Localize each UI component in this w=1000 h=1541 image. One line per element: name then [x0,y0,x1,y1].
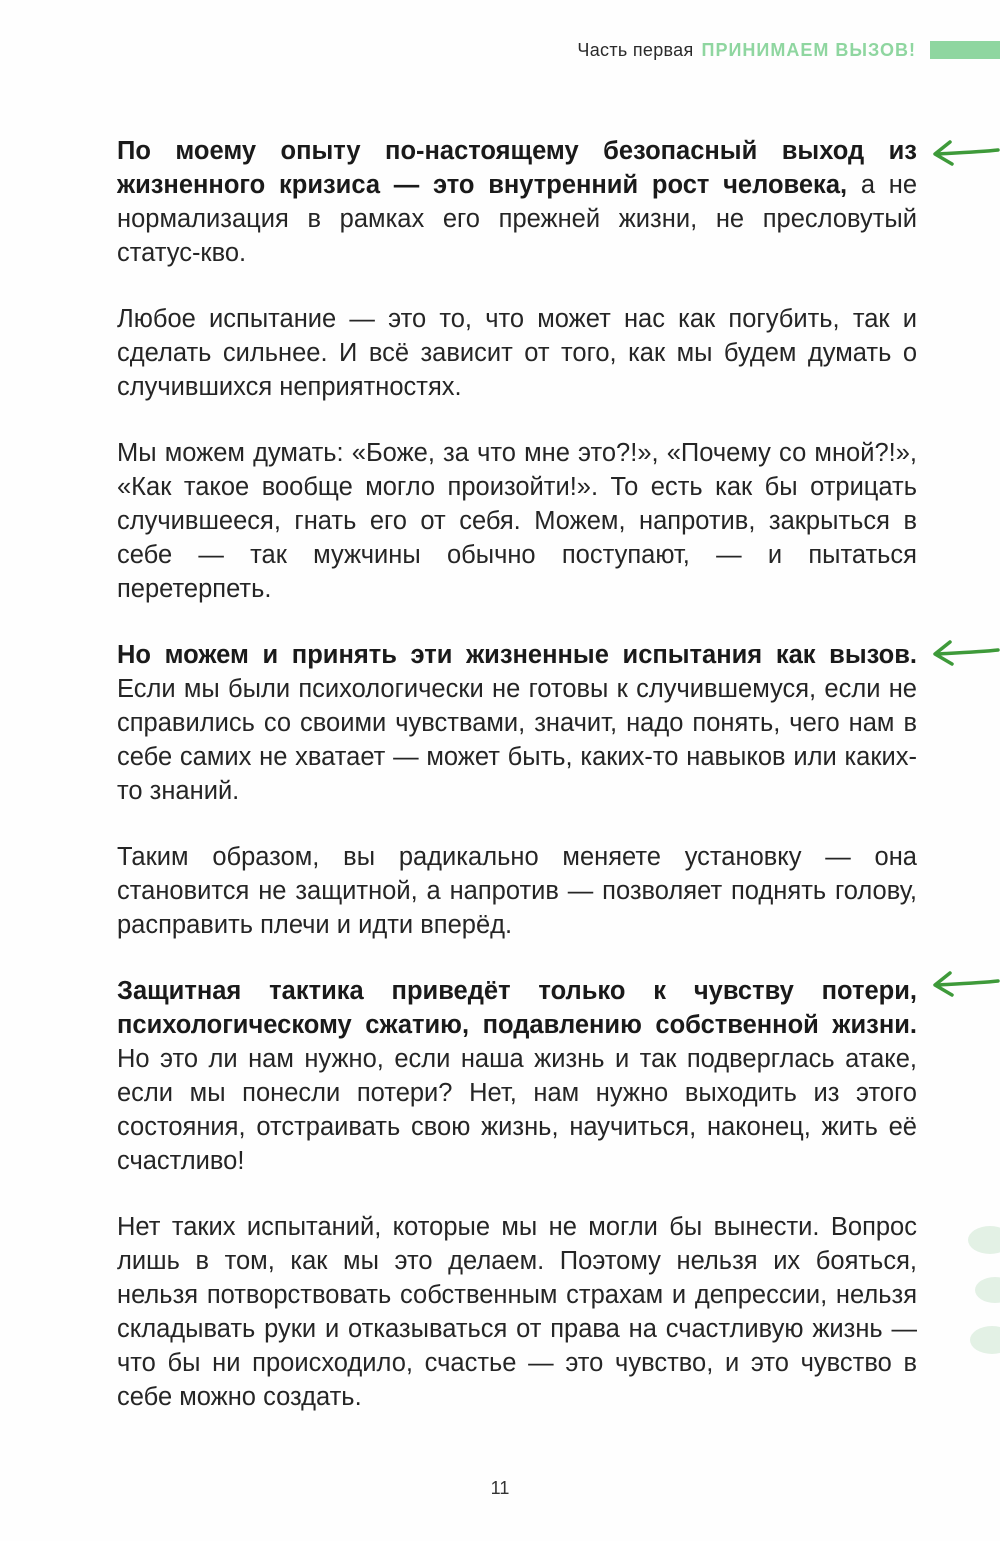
paragraph [117,638,917,808]
paragraph [117,134,917,270]
paragraph-bold-lead: Но можем и принять эти жизненные испытания как вызов. [117,641,917,669]
paragraph-text: Любое испытание — это то, что может нас как погубить, так и сделать сильнее. И всё зависит от того, как мы будем думать о случившихся неприятностях. [117,305,917,401]
page-number: 11 [490,1478,510,1498]
paragraph [117,302,917,404]
header-part: Часть первая [577,39,694,60]
paragraph-text: Мы можем думать: «Боже, за что мне это?!», «Почему со мной?!», «Как такое вообще могло произойти!». То есть как бы отрицать случившееся, гнать его от себя. Можем, напротив, закрыться в себе — так мужчины обычно поступают, — и пытаться перетерпеть. [117,439,917,603]
paragraph-text: Если мы были психологически не готовы к случившемуся, если не справились со своими чувствами, значит, надо понять, чего нам в себе самих не хватает — может быть, каких-то навыков или каких-то знаний. [117,675,917,805]
paragraph [117,436,917,606]
paragraph [117,1210,917,1414]
paragraph-text: Нет таких испытаний, которые мы не могли бы вынести. Вопрос лишь в том, как мы это делаем. Поэтому нельзя их бояться, нельзя потворствовать собственным страхам и депрессии, нельзя складывать руки и отказываться от права на счастливую жизнь — что бы ни происходило, счастье — это чувство, и это чувство в себе можно создать. [117,1213,917,1411]
paragraph-text: Таким образом, вы радикально меняете установку — она становится не защитной, а напротив — позволяет поднять голову, расправить плечи и идти вперёд. [117,843,917,939]
paragraph [117,840,917,942]
page-body [117,134,917,1446]
running-header [577,36,1000,64]
margin-arrow-icon [930,638,1000,668]
margin-arrow-icon [930,138,1000,168]
margin-arrow-icon [930,969,1000,999]
header-chapter-title: ПРИНИМАЕМ ВЫЗОВ! [701,39,916,60]
paragraph-text: а не нормализация в рамках его прежней жизни, не пресловутый статус-кво. [117,171,917,267]
decorative-leaf-icon [950,1210,1000,1370]
paragraph-bold-lead: По моему опыту по-настоящему безопасный выход из жизненного кризиса — это внутренний рост человека, [117,137,917,199]
paragraph-bold-lead: Защитная тактика приведёт только к чувству потери, психологическому сжатию, подавлению собственной жизни. [117,977,917,1039]
paragraph [117,974,917,1178]
paragraph-text: Но это ли нам нужно, если наша жизнь и так подверглась атаке, если мы понесли потери? Нет, нам нужно выходить из этого состояния, отстраивать свою жизнь, научиться, наконец, жить её счастливо! [117,1045,917,1175]
header-accent-bar [930,41,1000,59]
